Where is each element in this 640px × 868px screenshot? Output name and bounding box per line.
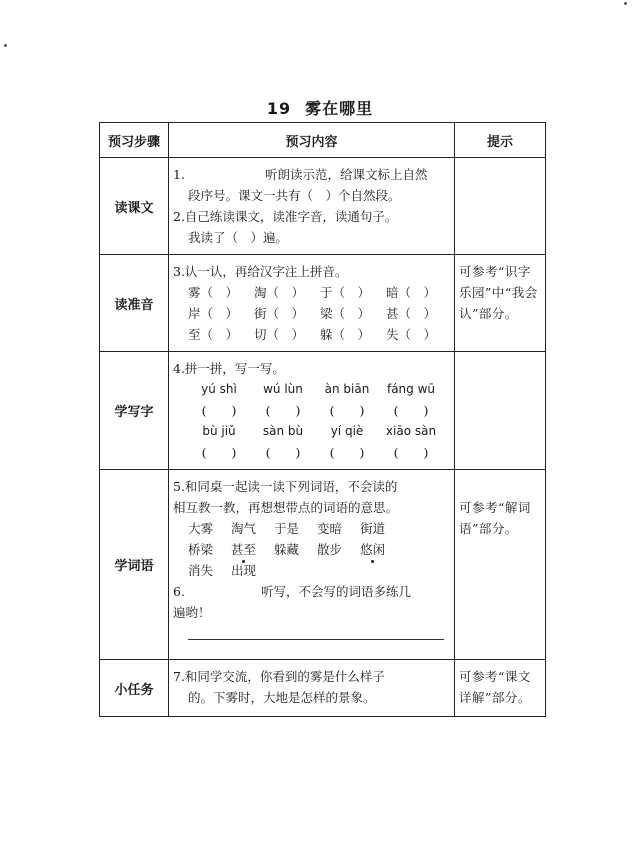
hint-write — [455, 352, 546, 470]
answer-blank: ( ) — [393, 445, 429, 460]
pinyin-item: yú shì — [201, 382, 237, 396]
char-item: 淘（ ） — [254, 285, 305, 300]
task-1-number: 1. — [173, 167, 185, 182]
header-row — [100, 123, 546, 158]
page-speck-right — [624, 2, 627, 5]
answer-blank: ( ) — [201, 445, 237, 460]
word-item: 街道 — [360, 521, 386, 536]
step-pronounce: 读准音 — [100, 255, 169, 352]
word-item: 躲藏 — [274, 542, 300, 557]
page-title — [0, 96, 640, 119]
task-6-number: 6. — [173, 584, 185, 599]
char-item: 于（ ） — [320, 285, 371, 300]
content-read-text — [169, 158, 455, 255]
lesson-number: 19 — [266, 99, 292, 118]
row-task — [100, 660, 546, 717]
page-speck-left — [4, 44, 7, 47]
char-item: 岸（ ） — [188, 306, 239, 321]
header-content: 预习内容 — [169, 123, 455, 158]
word-row-3 — [173, 560, 450, 581]
char-item: 切（ ） — [254, 327, 305, 342]
content-task — [169, 660, 455, 717]
row-read-text — [100, 158, 546, 255]
pinyin-item: bù jiǔ — [202, 424, 236, 438]
step-write: 学写字 — [100, 352, 169, 470]
lesson-title: 雾在哪里 — [305, 99, 374, 118]
task-5-line2: 相互教一教，再想想带点的词语的意思。 — [173, 500, 399, 515]
answer-blank: ( ) — [265, 445, 301, 460]
word-item: 消失 — [188, 563, 214, 578]
word-item-dotted: 甚至 — [231, 539, 256, 560]
word-item: 散步 — [317, 542, 343, 557]
char-item: 梁（ ） — [320, 306, 371, 321]
answer-blanks-row-1 — [173, 400, 450, 421]
word-item-dotted: 悠闲 — [360, 539, 385, 560]
word-item: 淘气 — [231, 521, 257, 536]
step-read-text: 读课文 — [100, 158, 169, 255]
word-item: 出现 — [231, 563, 257, 578]
task-1-line2: 段序号。课文一共有（ ）个自然段。 — [188, 188, 401, 203]
word-item: 大雾 — [188, 521, 214, 536]
word-item: 桥梁 — [188, 542, 214, 557]
char-pinyin-grid — [173, 282, 450, 345]
task-7-line2: 的。下雾时，大地是怎样的景象。 — [188, 690, 376, 705]
preview-table — [99, 122, 546, 717]
content-pronounce — [169, 255, 455, 352]
task-5-line1: 5.和同桌一起读一读下列词语，不会读的 — [173, 479, 398, 494]
step-words: 学词语 — [100, 470, 169, 660]
hint-pronounce: 可参考“识字乐园”中“我会认”部分。 — [455, 255, 546, 352]
dictation-answer-line — [188, 633, 444, 640]
char-item: 街（ ） — [254, 306, 305, 321]
row-write — [100, 352, 546, 470]
answer-blank: ( ) — [329, 403, 365, 418]
answer-blank: ( ) — [201, 403, 237, 418]
hint-read-text — [455, 158, 546, 255]
char-item: 至（ ） — [188, 327, 239, 342]
char-item: 躲（ ） — [320, 327, 371, 342]
step-task: 小任务 — [100, 660, 169, 717]
pinyin-item: yí qiè — [330, 424, 364, 438]
answer-blank: ( ) — [265, 403, 301, 418]
header-hint: 提示 — [455, 123, 546, 158]
pinyin-row-1 — [173, 379, 450, 400]
content-words — [169, 470, 455, 660]
header-step: 预习步骤 — [100, 123, 169, 158]
hint-task: 可参考“课文详解”部分。 — [455, 660, 546, 717]
row-pronounce — [100, 255, 546, 352]
row-words — [100, 470, 546, 660]
word-row-1 — [173, 518, 450, 539]
word-item: 变暗 — [317, 521, 343, 536]
task-6-line2: 遍哟！ — [173, 605, 211, 620]
word-item: 于是 — [274, 521, 300, 536]
answer-blank: ( ) — [393, 403, 429, 418]
task-2-line1: 2.自己练读课文，读准字音，读通句子。 — [173, 209, 398, 224]
pinyin-item: sàn bù — [262, 424, 304, 438]
char-item: 失（ ） — [386, 327, 437, 342]
char-item: 暗（ ） — [386, 285, 437, 300]
char-item: 雾（ ） — [188, 285, 239, 300]
task-3-line1: 3.认一认，再给汉字注上拼音。 — [173, 264, 348, 279]
pinyin-item: xiāo sàn — [385, 424, 437, 438]
task-4-line1: 4.拼一拼，写一写。 — [173, 361, 285, 376]
word-row-2 — [173, 539, 450, 560]
pinyin-item: àn biān — [324, 382, 370, 396]
task-7-line1: 7.和同学交流，你看到的雾是什么样子 — [173, 669, 385, 684]
task-2-line2: 我读了（ ）遍。 — [188, 230, 289, 245]
char-item: 甚（ ） — [386, 306, 437, 321]
answer-blanks-row-2 — [173, 442, 450, 463]
answer-blank: ( ) — [329, 445, 365, 460]
pinyin-row-2 — [173, 421, 450, 442]
content-write — [169, 352, 455, 470]
pinyin-item: fáng wū — [386, 382, 436, 396]
task-6-line1: 听写，不会写的词语多练几 — [260, 584, 411, 599]
task-1-line1: 听朗读示范，给课文标上自然 — [264, 167, 428, 182]
pinyin-item: wú lùn — [263, 382, 303, 396]
hint-words: 可参考“解词语”部分。 — [455, 470, 546, 660]
